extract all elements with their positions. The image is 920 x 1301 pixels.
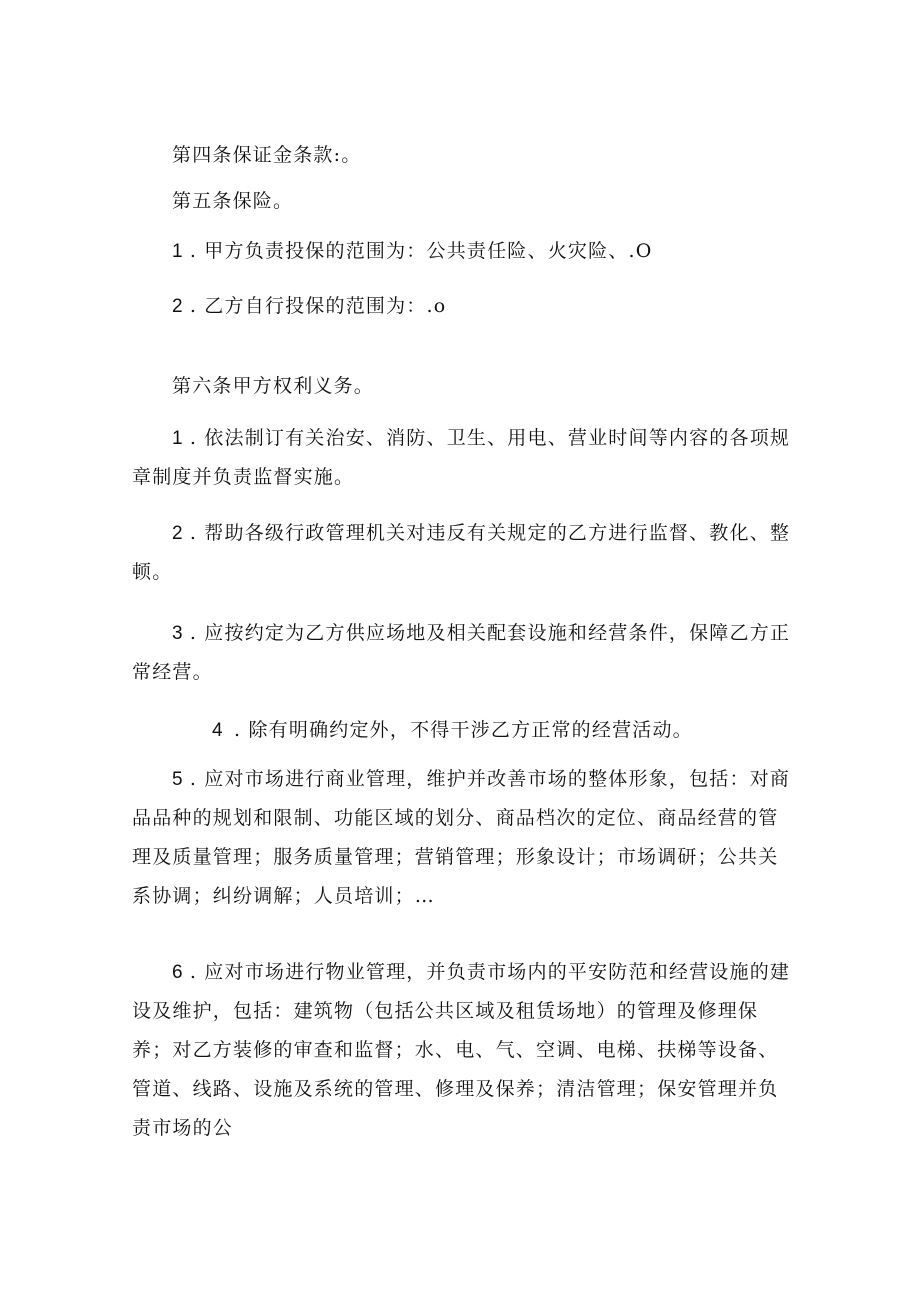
item-text: . 甲方负责投保的范围为：公共责任险、火灾险、.O xyxy=(182,240,653,262)
article-6-item-2 xyxy=(132,514,792,592)
item-text: . 帮助各级行政管理机关对违反有关规定的乙方进行监督、教化、整顿。 xyxy=(132,522,791,583)
article-6-item-1 xyxy=(132,419,792,497)
item-text: . 应按约定为乙方供应场地及相关配套设施和经营条件，保障乙方正常经营。 xyxy=(132,622,791,683)
item-text: . 乙方自行投保的范围为：.o xyxy=(182,295,447,317)
item-text: . 除有明确约定外，不得干涉乙方正常的经营活动。 xyxy=(234,719,693,741)
article-5-item-2 xyxy=(132,287,792,326)
item-number: 4 xyxy=(212,720,223,741)
article-6-item-3 xyxy=(132,614,792,692)
article-6-heading: 第六条甲方权利义务。 xyxy=(172,375,375,397)
item-number: 2 xyxy=(172,296,183,317)
item-number: 1 xyxy=(172,241,183,262)
article-6-item-6 xyxy=(132,953,792,1148)
item-number: 2 xyxy=(172,523,183,544)
item-number: 5 xyxy=(172,769,183,790)
article-5-item-1 xyxy=(132,232,792,271)
item-text: . 依法制订有关治安、消防、卫生、用电、营业时间等内容的各项规章制度并负责监督实施。 xyxy=(132,427,791,488)
item-text: . 应对市场进行物业管理，并负责市场内的平安防范和经营设施的建设及维护，包括：建筑物（包括公共区域及租赁场地）的管理及修理保养；对乙方装修的审查和监督；水、电、气、空调、电梯、扶梯等设备、管道、线路、设施及系统的管理、修理及保养；清洁管理；保安管理并负责市场的公 xyxy=(132,961,791,1139)
item-text: . 应对市场进行商业管理，维护并改善市场的整体形象，包括：对商品品种的规划和限制、功能区域的划分、商品档次的定位、商品经营的管理及质量管理；服务质量管理；营销管理；形象设计；市场调研；公共关系协调；纠纷调解；人员培训；… xyxy=(132,768,791,907)
item-number: 6 xyxy=(172,962,183,983)
article-6-item-4 xyxy=(132,711,792,750)
item-number: 1 xyxy=(172,428,183,449)
article-4-heading: 第四条保证金条款:。 xyxy=(172,144,362,166)
item-number: 3 xyxy=(172,623,183,644)
article-6-item-5 xyxy=(132,760,792,916)
article-5-heading: 第五条保险。 xyxy=(172,190,294,212)
